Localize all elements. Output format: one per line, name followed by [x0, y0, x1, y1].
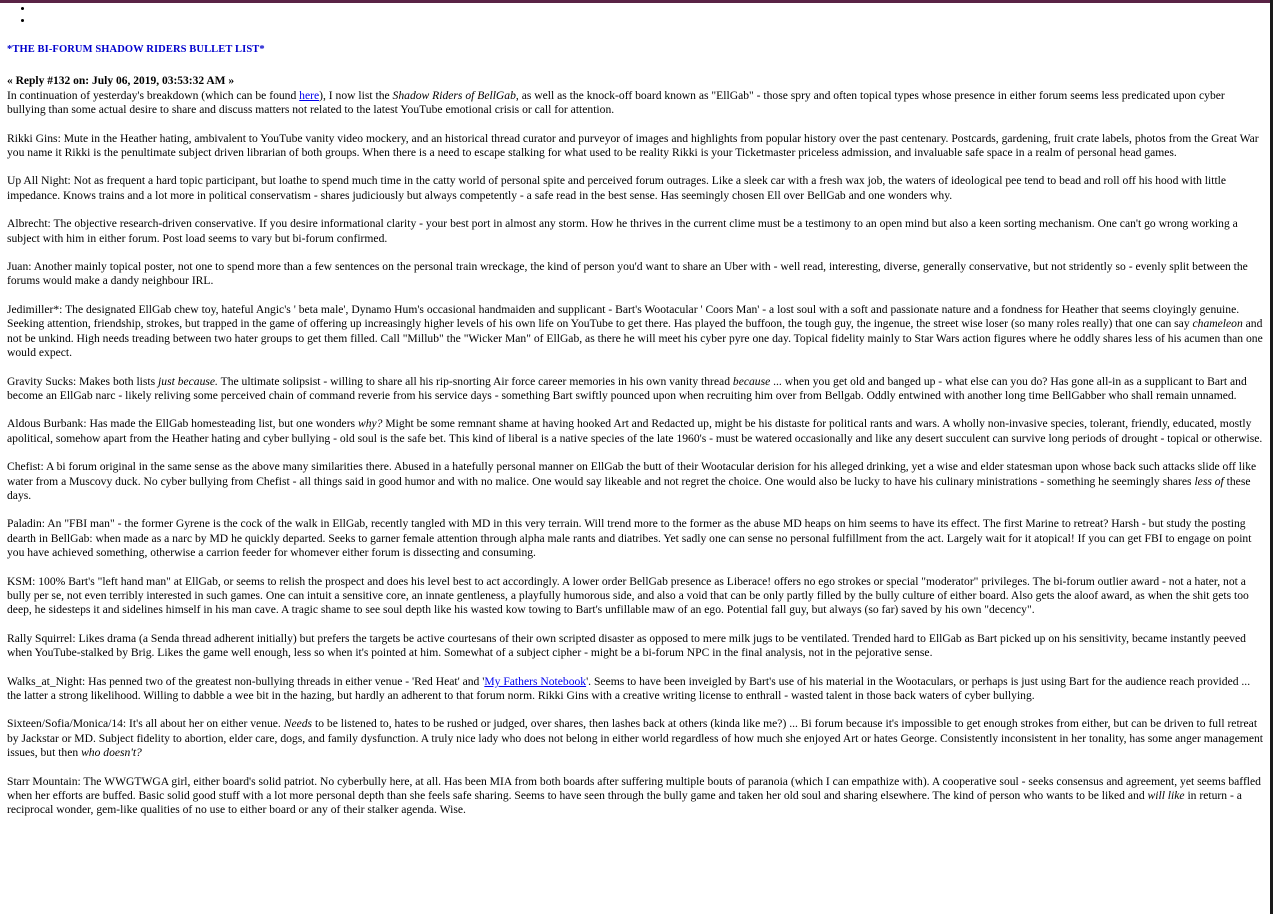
post-content	[7, 3, 1265, 832]
entry-text: Up All Night: Not as frequent a hard topic participant, but loathe to spend much time in the catty world of personal spite and perceived forum outrages. Like a sleek car with a fresh wax job, the waters of ideological pee tend to bead and roll off his hood with little impedance. Knows trains and a lot more in political conservatism - shares judiciously but always competently - a safe read in the best sense. Has seemingly chosen Ell over BellGab and one wonders why.	[7, 174, 1227, 202]
entry-starr-mountain	[7, 775, 1265, 818]
empty-bullet-list	[7, 3, 1265, 27]
intro-text: , as well as the knock-off board known as "EllGab" - those spry and often topical types whose presence in either forum seems less predicated upon cyber bullying than some actual desire to share and discuss matters not related to the latest YouTube emotional crisis or call for attention.	[7, 88, 1225, 117]
entry-emphasis: will like	[1147, 789, 1185, 803]
entry-up-all-night	[7, 174, 1265, 203]
entry-text: Starr Mountain: The WWGTWGA girl, either board's solid patriot. No cyberbully here, at all. Has been MIA from both boards after suffering multiple bouts of paranoia (which I can empathize with). A cooperative soul - seeks consensus and agreement, yet seems baffled when her efforts are buffed. Basic solid good stuff with a lot more personal depth than she feels safe sharing. Seems to have seen through the bully game and taken her old soul and sharing elsewhere. The kind of person who wants to be liked and	[7, 774, 1261, 803]
entry-emphasis: less of	[1194, 474, 1224, 488]
entry-text: Rikki Gins: Mute in the Heather hating, ambivalent to YouTube vanity video mockery, and an historical thread curator and purveyor of images and highlights from popular history over the past centenary. Postcards, gardening, fruit crate labels, photos from the Great War you name it Rikki is the penultimate subject driven librarian of both groups. When there is a need to escape stalking for what used to be reality Rikki is your Ticketmaster priceless admission, and invaluable safe space in a realm of personal head games.	[7, 131, 1259, 160]
entry-emphasis: why?	[357, 417, 383, 431]
entry-text: to be listened to, hates to be rushed or judged, over shares, then lashes back at others (kinda like me?) ... Bi forum because it's impossible to get enough strokes from either, but can be driven to full retreat by Jackstar or MD. Subject fidelity to abortion, elder care, dogs, and family dysfunction. A truly nice lady who does not belong in either world regardless of how much she enjoyed Art or hates George. Consistently inconsistent in her tonality, has some anger management issues, but then	[7, 717, 1264, 760]
my-fathers-notebook-link[interactable]: My Fathers Notebook	[484, 674, 587, 688]
bullet-item	[34, 3, 1265, 15]
entry-emphasis: because	[732, 374, 771, 388]
entry-ksm	[7, 575, 1265, 618]
entry-albrecht	[7, 217, 1265, 246]
intro-emphasis: Shadow Riders of BellGab	[392, 88, 516, 102]
entry-text: and not be unkind. High needs treading between two hater groups to get them filled. Call "Millub" the "Wicker Man" of EllGab, as there he will meet his cyber pyre one day. Topical fidelity mainly to Star Wars action figures where he oddly shares less of his acumen than one would expect.	[7, 317, 1263, 360]
entry-chefist	[7, 460, 1265, 503]
entry-rally-squirrel	[7, 632, 1265, 661]
entry-walks-at-night	[7, 675, 1265, 704]
entry-text: KSM: 100% Bart's "left hand man" at EllGab, or seems to relish the prospect and does his level best to act accordingly. A lower order BellGab presence as Liberace! offers no ego strokes or special "moderator" privileges. The bi-forum outlier award - not a hater, not a bully per se, not even terribly interested in such games. One can intuit a sensitive core, an innate gentleness, a playfully humorous side, and also a void that can be only partly filled by the bully culture of either board. Also gets the aloof award, as when the shit gets too deep, he sidesteps it and sidelines himself in his man cave. A tragic shame to see soul depth like his wasted kow towing to Bart's unfillable maw of an ego. Potential fall guy, but always (so far) saved by his own "decency".	[7, 574, 1249, 617]
entry-sixteen	[7, 717, 1265, 760]
entry-text: ... when you get old and banged up - what else can you do? Has gone all-in as a supplicant to Bart and become an EllGab narc - likely reliving some perceived chain of command reverie from his service days - something Bart swiftly pounced upon when recruiting him over from Bellgab. Oddly entwined with another long time BellGabber who shall remain unnamed.	[7, 374, 1247, 402]
entry-text: Might be some remnant shame at having hooked Art and Redacted up, might be his distaste for political rants and wars. A wholly non-invasive species, tolerant, friendly, educated, mostly apolitical, somehow apart from the Heather hating and cyber bullying - old soul is the safe bet. This kind of liberal is a native species of the late 1960's - must be watered occasionally and like any desert succulent can survive long periods of drought - topical or otherwise.	[7, 417, 1263, 445]
entry-text: Sixteen/Sofia/Monica/14: It's all about her on either venue.	[7, 717, 284, 731]
entry-text: Rally Squirrel: Likes drama (a Senda thread adherent initially) but prefers the targets be active courtesans of their own scripted disaster as opposed to mere milk jugs to be ventilated. Trended hard to EllGab as Bart picked up on his sensitivity, became instantly peeved when YouTube-stalked by Brig. Likes the game well enough, less so when it's pointed at him. Somewhat of a subject cipher - might be a bi-forum NPC in the final analysis, not in the pejorative sense.	[7, 631, 1246, 660]
entry-juan	[7, 260, 1265, 289]
entry-paladin	[7, 517, 1265, 560]
entry-aldous-burbank	[7, 417, 1265, 446]
intro-text: ), I now list the	[319, 88, 393, 102]
entry-text: Juan: Another mainly topical poster, not one to spend more than a few sentences on the personal train wreckage, the kind of person you'd want to share an Uber with - well read, interesting, diverse, generally conservative, but not stridently so - evenly split between the forums would make a dandy neighbour IRL.	[7, 260, 1248, 288]
entry-text: Walks_at_Night: Has penned two of the greatest non-bullying threads in either venue - 'Red Heat' and '	[7, 674, 485, 688]
entry-text: Chefist: A bi forum original in the same sense as the above many similarities there. Abused in a hatefully personal manner on EllGab the butt of their Wootacular derision for his alleged drinking, yet a wise and elder statesman upon whose back such attacks slide off like water from a Muscovy duck. No cyber bullying from Chefist - all things said in good humor and with no malice. One would say likeable and not regret the choice. One would also be lucky to have his culinary ministrations - something he seemingly shares	[7, 460, 1257, 488]
entry-emphasis: who doesn't?	[81, 746, 142, 760]
intro-paragraph	[7, 89, 1265, 118]
entry-text: Paladin: An "FBI man" - the former Gyrene is the cock of the walk in EllGab, recently tangled with MD in this very terrain. Will trend more to the former as the abuse MD heaps on him seems to have its effect. The first Marine to retreat? Harsh - but study the posting dearth in BellGab: when made as a narc by MD he quickly departed. Seeks to garner female attention through alpha male rants and diatribes. Yet sadly one can sense no personal fulfillment from the act. Largely wait for it atopical! If you can get FBI to engage on point you have achieved something, otherwise a carrion feeder for whomever either forum is dissecting and consuming.	[7, 517, 1252, 560]
intro-text: In continuation of yesterday's breakdown (which can be found	[7, 88, 300, 102]
reply-header: « Reply #132 on: July 06, 2019, 03:53:32 AM »	[7, 75, 235, 88]
post-title: *THE BI-FORUM SHADOW RIDERS BULLET LIST*	[7, 44, 265, 55]
entry-gravity-sucks	[7, 375, 1265, 404]
entry-emphasis: chameleon	[1192, 317, 1243, 331]
entry-text: '. Seems to have been inveigled by Bart's use of his material in the Wootaculars, or perhaps is just using Bart for the audience reach provided ... the latter a strong likelihood. Willing to dabble a wee bit in the hazing, but hardly an adherent to that forum norm. Rikki Gins with a creative writing license to enthrall - wasted talent in those back waters of cyber bullying.	[7, 674, 1251, 702]
entry-text: in return - a reciprocal wonder, gem-like qualities of no use to either board or any of their stalker agenda. Wise.	[7, 789, 1242, 817]
entry-text: Aldous Burbank: Has made the EllGab homesteading list, but one wonders	[7, 417, 358, 431]
entry-text: Gravity Sucks: Makes both lists	[7, 374, 159, 388]
entry-emphasis: just because.	[158, 374, 218, 388]
entry-text: Albrecht: The objective research-driven conservative. If you desire informational clarity - your best port in almost any storm. How he thrives in the current clime must be a testimony to an open mind but also a keen sorting mechanism. One can't go wrong working a subject with him in either forum. Post load seems to vary but bi-forum confirmed.	[7, 217, 1238, 245]
entry-text: The ultimate solipsist - willing to share all his rip-snorting Air force career memories in his own vanity thread	[217, 374, 733, 388]
entry-text: Jedimiller*: The designated EllGab chew toy, hateful Angic's ' beta male', Dynamo Hum's occasional handmaiden and supplicant - Bart's Wootacular ' Coors Man' - a lost soul with a soft and passionate nature and a fondness for Heather that seems cloyingly genuine. Seeking attention, friendship, strokes, but trapped in the game of offering up increasingly higher levels of his own life on YouTube to get there. Has played the buffoon, the tough guy, the ingenue, the street wise loser (so many roles really) that one can say	[7, 302, 1240, 331]
here-link[interactable]: here	[299, 88, 320, 102]
entry-text: these days.	[7, 474, 1251, 502]
entry-rikki-gins	[7, 132, 1265, 161]
bullet-item	[34, 15, 1265, 27]
entry-emphasis: Needs	[283, 717, 313, 731]
entry-jedimiller	[7, 303, 1265, 361]
